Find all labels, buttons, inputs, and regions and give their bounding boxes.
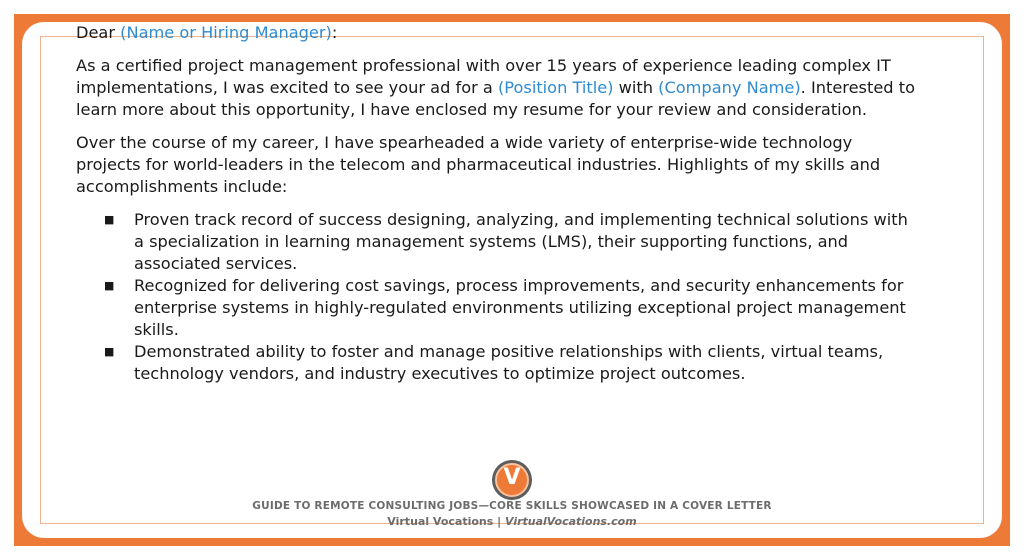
accomplishments-list xyxy=(76,209,916,385)
intro-text-a: As a certified project management professional with over 15 years of experience leading complex IT implementations, I was excited to see your ad for a xyxy=(76,56,891,97)
list-item-text: Recognized for delivering cost savings, process improvements, and security enhancements for enterprise systems in highly-regulated environments utilizing exceptional project management skills. xyxy=(134,276,906,339)
bullet-icon: ■ xyxy=(104,345,115,358)
list-item xyxy=(104,275,916,341)
paragraph-intro xyxy=(76,55,916,121)
intro-text-b: with xyxy=(613,78,659,97)
footer-site: VirtualVocations.com xyxy=(505,515,637,528)
list-item xyxy=(104,341,916,385)
cover-letter-body xyxy=(76,22,916,385)
footer-brand-line xyxy=(0,515,1024,528)
greeting xyxy=(76,22,916,44)
logo-letter: V xyxy=(503,465,521,490)
paragraph-career: Over the course of my career, I have spearheaded a wide variety of enterprise-wide technology projects for world-leaders in the telecom and pharmaceutical industries. Highlights of my skills and accomplishments include: xyxy=(76,133,881,196)
bullet-icon: ■ xyxy=(104,213,115,226)
intro-text-c: . Interested to learn more about this opportunity, I have enclosed my resume for your review and consideration. xyxy=(76,78,915,119)
footer-caption: GUIDE TO REMOTE CONSULTING JOBS—CORE SKILLS SHOWCASED IN A COVER LETTER xyxy=(252,500,772,512)
position-title-placeholder: (Position Title) xyxy=(497,78,614,97)
hiring-manager-placeholder: (Name or Hiring Manager) xyxy=(120,23,332,42)
list-item xyxy=(104,209,916,275)
footer-brand: Virtual Vocations xyxy=(387,515,494,528)
virtual-vocations-logo xyxy=(492,460,532,500)
list-item-text: Proven track record of success designing, analyzing, and implementing technical solutions with a specialization in learning management systems (LMS), their supporting functions, and associated services. xyxy=(134,210,908,273)
footer-separator: | xyxy=(493,515,505,528)
greeting-end: : xyxy=(331,23,338,42)
list-item-text: Demonstrated ability to foster and manage positive relationships with clients, virtual teams, technology vendors, and industry executives to optimize project outcomes. xyxy=(134,342,884,383)
greeting-start: Dear xyxy=(76,23,121,42)
company-name-placeholder: (Company Name) xyxy=(658,78,801,97)
bullet-icon: ■ xyxy=(104,279,115,292)
